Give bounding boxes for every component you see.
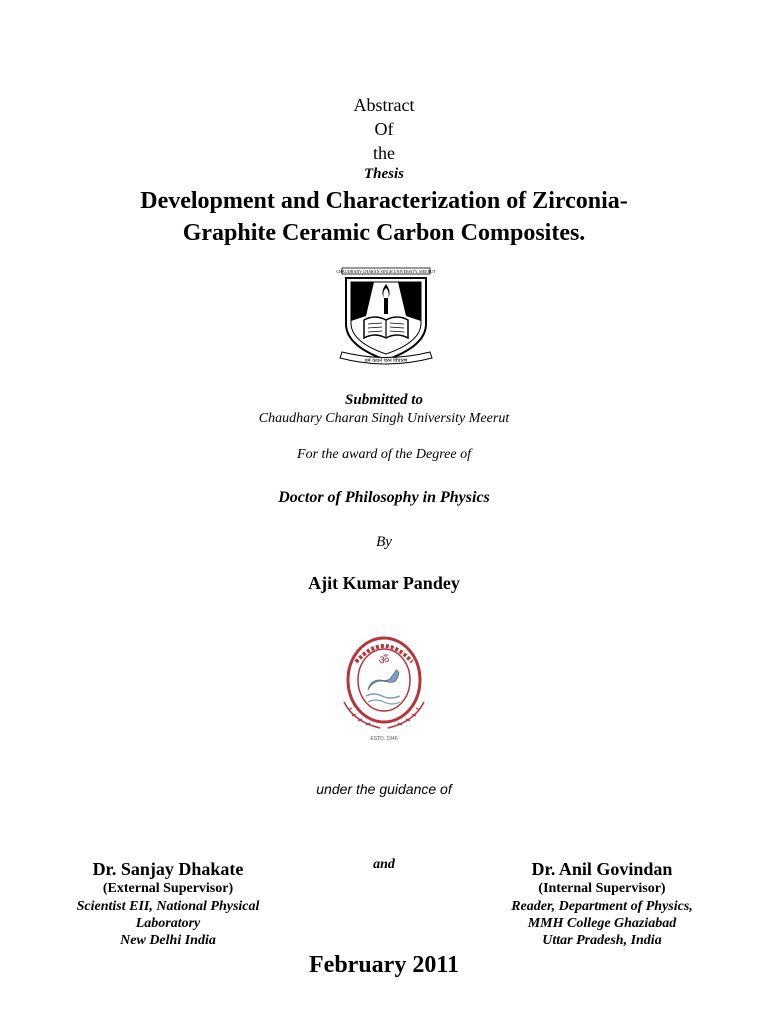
external-supervisor-block [38, 858, 298, 949]
university-crest-icon [336, 266, 436, 370]
guidance-label: under the guidance of [316, 781, 452, 797]
internal-supervisor-affiliation-1: Reader, Department of Physics, [511, 899, 693, 914]
internal-supervisor-affiliation-3: Uttar Pradesh, India [542, 933, 662, 948]
header-thesis: Thesis [363, 166, 404, 182]
college-estd-text [370, 736, 397, 742]
university-name: Chaudhary Charan Singh University Meerut [258, 411, 510, 426]
svg-text:ESTD. 1946: ESTD. 1946 [370, 736, 398, 742]
header-the: the [373, 143, 395, 163]
and-label: and [373, 857, 395, 872]
author-name: Ajit Kumar Pandey [308, 573, 460, 593]
external-supervisor-role: (External Supervisor) [102, 881, 234, 896]
thesis-title-line2: Graphite Ceramic Carbon Composites. [182, 220, 586, 246]
internal-supervisor-block [472, 858, 732, 949]
header-abstract: Abstract [353, 95, 415, 115]
internal-supervisor-role: (Internal Supervisor) [538, 881, 666, 896]
internal-supervisor-affiliation-2: MMH College Ghaziabad [527, 916, 677, 931]
svg-text:धर्म कथनं चरन विचारणं: धर्म कथनं चरन विचारणं [364, 358, 408, 364]
university-motto-text [365, 357, 408, 364]
submission-date: February 2011 [309, 952, 459, 978]
by-label: By [376, 534, 392, 550]
internal-supervisor-name: Dr. Anil Govindan [531, 859, 673, 879]
external-supervisor-affiliation-2: Laboratory [135, 916, 201, 931]
header-of: Of [374, 119, 394, 139]
degree-name: Doctor of Philosophy in Physics [278, 489, 490, 506]
college-seal-icon [334, 632, 434, 744]
submitted-to-label: Submitted to [345, 392, 423, 408]
svg-text:ॐ: ॐ [378, 653, 390, 667]
external-supervisor-affiliation-1: Scientist EII, National Physical [76, 899, 260, 914]
award-line: For the award of the Degree of [297, 447, 471, 462]
external-supervisor-affiliation-3: New Delhi India [120, 933, 216, 948]
external-supervisor-name: Dr. Sanjay Dhakate [92, 859, 244, 879]
svg-text:CHAUDHARY CHARAN SINGH UNIVERS: CHAUDHARY CHARAN SINGH UNIVERSITY, MEERUT [336, 269, 436, 274]
thesis-title-line1: Development and Characterization of Zirconia- [140, 188, 628, 214]
